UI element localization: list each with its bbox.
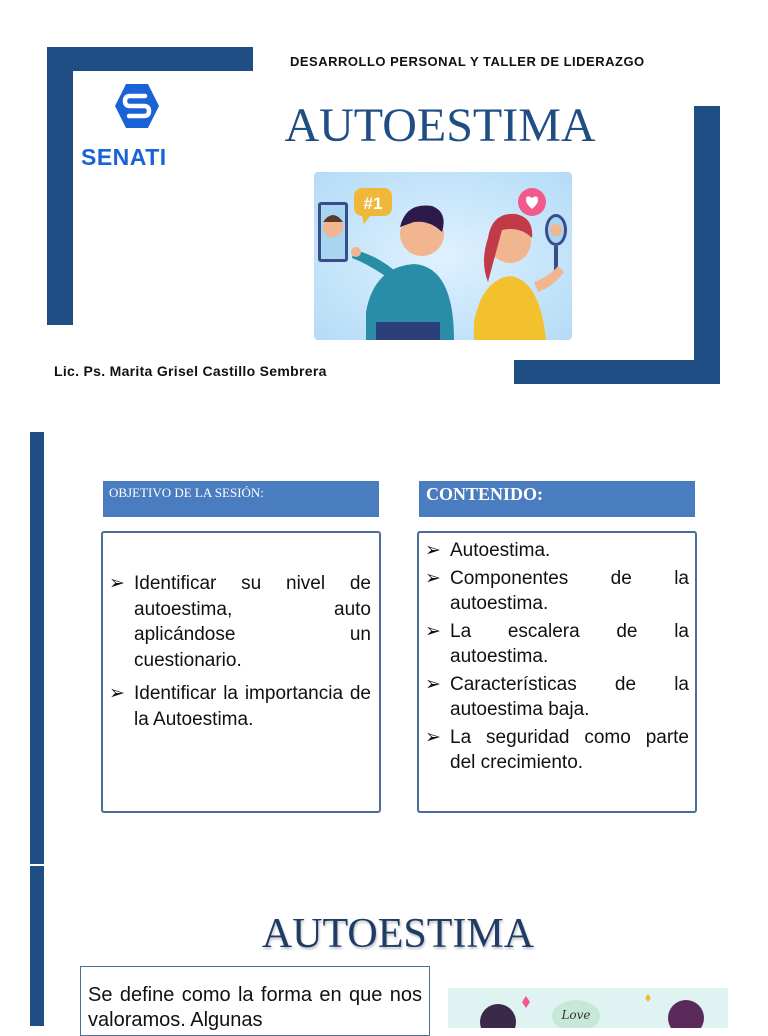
frame-right-bar <box>694 106 720 384</box>
list-item: ➢ Identificar la importancia de la Autoestima. <box>109 683 371 730</box>
contents-box <box>417 531 697 813</box>
arrow-bullet-icon: ➢ <box>425 620 441 642</box>
frame-left-bar <box>47 47 73 325</box>
arrow-bullet-icon: ➢ <box>109 573 125 594</box>
arrow-bullet-icon: ➢ <box>425 726 441 748</box>
list-item: ➢ La escalera de la autoestima. <box>425 620 689 667</box>
page-title: AUTOESTIMA <box>284 99 596 152</box>
list-item: ➢ Identificar su nivel de autoestima, auto aplicándose un cuestionario. <box>109 573 371 671</box>
list-item: ➢ Autoestima. <box>425 538 689 564</box>
frame-top-bar <box>47 47 253 71</box>
objectives-box <box>101 531 381 813</box>
definition-text: Se define como la forma en que nos valoramos. Algunas <box>88 984 422 1031</box>
love-text: Love <box>561 1008 591 1022</box>
objective-header: OBJETIVO DE LA SESIÓN: <box>103 481 379 517</box>
definition-box <box>80 966 430 1036</box>
course-title: DESARROLLO PERSONAL Y TALLER DE LIDERAZGO <box>290 54 645 69</box>
arrow-bullet-icon: ➢ <box>425 673 441 695</box>
slide3-title: AUTOESTIMA <box>261 911 535 957</box>
logo-text: SENATI <box>81 144 167 170</box>
content-header: CONTENIDO: <box>419 481 695 517</box>
slide3-side-bar <box>30 866 44 1026</box>
author-name: Lic. Ps. Marita Grisel Castillo Sembrera <box>54 363 327 379</box>
arrow-bullet-icon: ➢ <box>425 567 441 589</box>
objectives-list <box>109 571 371 732</box>
arrow-bullet-icon: ➢ <box>109 683 125 704</box>
hero-badge: #1 <box>363 194 383 213</box>
list-item: ➢ Características de la autoestima baja. <box>425 673 689 720</box>
contents-list <box>425 538 689 776</box>
slide2-side-bar <box>30 432 44 864</box>
senati-logo <box>81 82 185 172</box>
list-item: ➢ Componentes de la autoestima. <box>425 567 689 614</box>
list-item: ➢ La seguridad como parte del crecimiento. <box>425 726 689 773</box>
frame-bottom-bar <box>514 360 720 384</box>
love-illustration <box>448 988 728 1028</box>
arrow-bullet-icon: ➢ <box>425 540 441 561</box>
senati-s-icon <box>95 82 185 142</box>
hero-illustration <box>314 172 572 340</box>
